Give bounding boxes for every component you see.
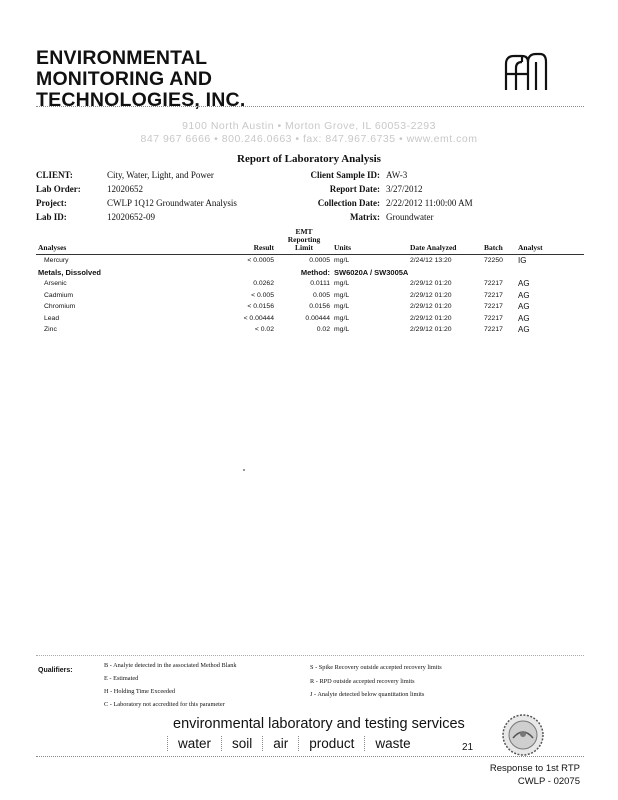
header-limit — [276, 228, 332, 255]
table-row — [36, 255, 584, 267]
service-item: product — [298, 736, 364, 751]
header-divider — [36, 106, 584, 107]
cell-result: 0.0262 — [253, 280, 274, 287]
cell-limit: 0.005 — [312, 291, 330, 299]
qualifiers-divider — [36, 655, 584, 656]
company-name-line: ENVIRONMENTAL — [36, 47, 208, 69]
cell-analyst: AG — [518, 313, 530, 323]
cell-date: 2/29/12 01:20 — [410, 314, 452, 322]
method-value: SW6020A / SW3005A — [334, 267, 409, 277]
table-row — [36, 278, 584, 290]
cell-batch: 72217 — [484, 326, 503, 333]
cell-limit: 0.0005 — [309, 257, 330, 264]
method-label: Method: — [300, 267, 330, 277]
table-row — [36, 324, 584, 336]
cell-units: mg/L — [334, 314, 350, 322]
report-date-value: 3/27/2012 — [386, 184, 423, 194]
cell-analysis: Arsenic — [44, 280, 67, 287]
cell-analyst: AG — [518, 279, 530, 288]
cell-limit: 0.0156 — [309, 303, 330, 310]
qualifier-item: J - Analyte detected below quantitation limits — [310, 691, 425, 698]
cell-batch: 72217 — [484, 291, 503, 299]
report-date-label: Report Date: — [329, 184, 380, 194]
cell-analyst: AG — [518, 325, 530, 334]
section-name: Metals, Dissolved — [38, 267, 101, 277]
bates-stamp — [470, 762, 580, 788]
cell-batch: 72217 — [484, 280, 503, 287]
cell-batch: 72250 — [484, 257, 503, 264]
qualifier-item: E - Estimated — [104, 675, 139, 682]
matrix-label: Matrix: — [350, 212, 380, 222]
header-analyst: Analyst — [518, 243, 543, 252]
header-limit-line: Reporting — [287, 235, 321, 244]
page-number: 21 — [462, 742, 474, 753]
cell-units: mg/L — [334, 326, 350, 333]
cell-analysis: Mercury — [44, 257, 69, 264]
client-label: CLIENT: — [36, 170, 73, 180]
cell-date: 2/29/12 01:20 — [410, 326, 452, 333]
qualifier-item: R - RPD outside accepted recovery limits — [310, 678, 415, 685]
lab-order-value: 12020652 — [107, 184, 143, 194]
cell-analysis: Chromium — [44, 303, 76, 310]
header-date: Date Analyzed — [410, 243, 457, 252]
sample-id-label: Client Sample ID: — [310, 170, 380, 180]
results-table — [36, 228, 584, 336]
company-name-line: MONITORING AND — [36, 68, 213, 90]
cell-result: < 0.00444 — [243, 314, 274, 322]
qualifier-item: H - Holding Time Exceeded — [104, 688, 176, 695]
cell-units: mg/L — [334, 257, 350, 264]
service-item: soil — [221, 736, 262, 751]
stamp-line: CWLP - 02075 — [517, 776, 580, 787]
cell-analyst: AG — [518, 302, 530, 311]
lab-order-label: Lab Order: — [36, 184, 81, 194]
cell-date: 2/29/12 01:20 — [410, 291, 452, 299]
project-value: CWLP 1Q12 Groundwater Analysis — [107, 198, 237, 208]
cell-units: mg/L — [334, 303, 350, 310]
footer-services — [167, 736, 421, 751]
service-item: air — [262, 736, 298, 751]
sample-id-value: AW-3 — [386, 170, 408, 180]
header-batch: Batch — [484, 243, 503, 252]
lab-id-value: 12020652-09 — [107, 212, 155, 222]
table-row — [36, 313, 584, 325]
table-row — [36, 290, 584, 302]
cell-result: < 0.0156 — [247, 303, 274, 310]
qualifier-item: B - Analyte detected in the associated Method Blank — [104, 662, 237, 669]
cell-limit: 0.0111 — [310, 280, 330, 287]
report-title: Report of Laboratory Analysis — [237, 153, 381, 165]
cell-result: < 0.02 — [254, 326, 274, 333]
table-header-row — [36, 228, 584, 255]
cell-date: 2/24/12 13:20 — [410, 257, 452, 264]
cell-result: < 0.0005 — [247, 257, 274, 264]
accreditation-seal-icon — [500, 712, 546, 758]
page-speck — [243, 469, 245, 471]
qualifiers-title: Qualifiers: — [38, 667, 73, 674]
cell-limit: 0.02 — [316, 326, 330, 333]
stamp-line: Response to 1st RTP — [489, 763, 580, 774]
cell-batch: 72217 — [484, 314, 503, 322]
project-label: Project: — [36, 198, 67, 208]
matrix-value: Groundwater — [386, 212, 434, 222]
service-item: water — [167, 736, 221, 751]
cell-analyst: IG — [518, 256, 527, 265]
company-address: 9100 North Austin • Morton Grove, IL 60053-2293 — [182, 120, 436, 132]
lab-id-label: Lab ID: — [36, 212, 67, 222]
collection-date-value: 2/22/2012 11:00:00 AM — [386, 198, 473, 208]
cell-units: mg/L — [334, 280, 350, 287]
section-row — [36, 267, 584, 279]
cell-result: < 0.005 — [251, 291, 274, 299]
cell-analysis: Zinc — [44, 326, 57, 333]
client-value: City, Water, Light, and Power — [107, 170, 214, 180]
footer-divider — [36, 756, 584, 757]
header-analyses: Analyses — [38, 243, 67, 252]
header-limit-line: Limit — [295, 243, 313, 252]
footer-tagline: environmental laboratory and testing services — [173, 716, 465, 732]
cell-units: mg/L — [334, 291, 350, 299]
header-units: Units — [334, 243, 352, 252]
service-item: waste — [364, 736, 420, 751]
qualifier-item: S - Spike Recovery outside accepted recovery limits — [310, 664, 442, 671]
cell-batch: 72217 — [484, 303, 503, 310]
cell-analysis: Lead — [44, 314, 60, 322]
table-row — [36, 301, 584, 313]
emt-logo-icon — [502, 50, 548, 96]
header-limit-line: EMT — [295, 227, 313, 236]
cell-date: 2/29/12 01:20 — [410, 303, 452, 310]
company-contact: 847 967 6666 • 800.246.0663 • fax: 847.967.6735 • www.emt.com — [140, 133, 478, 145]
collection-date-label: Collection Date: — [317, 198, 380, 208]
company-name — [36, 48, 245, 111]
qualifier-item: C - Laboratory not accredited for this parameter — [104, 701, 225, 708]
cell-date: 2/29/12 01:20 — [410, 280, 452, 287]
header-result: Result — [253, 243, 274, 252]
company-name-line: TECHNOLOGIES, INC. — [36, 89, 246, 111]
cell-analyst: AG — [518, 290, 530, 300]
cell-analysis: Cadmium — [44, 291, 74, 299]
cell-limit: 0.00444 — [305, 314, 330, 322]
